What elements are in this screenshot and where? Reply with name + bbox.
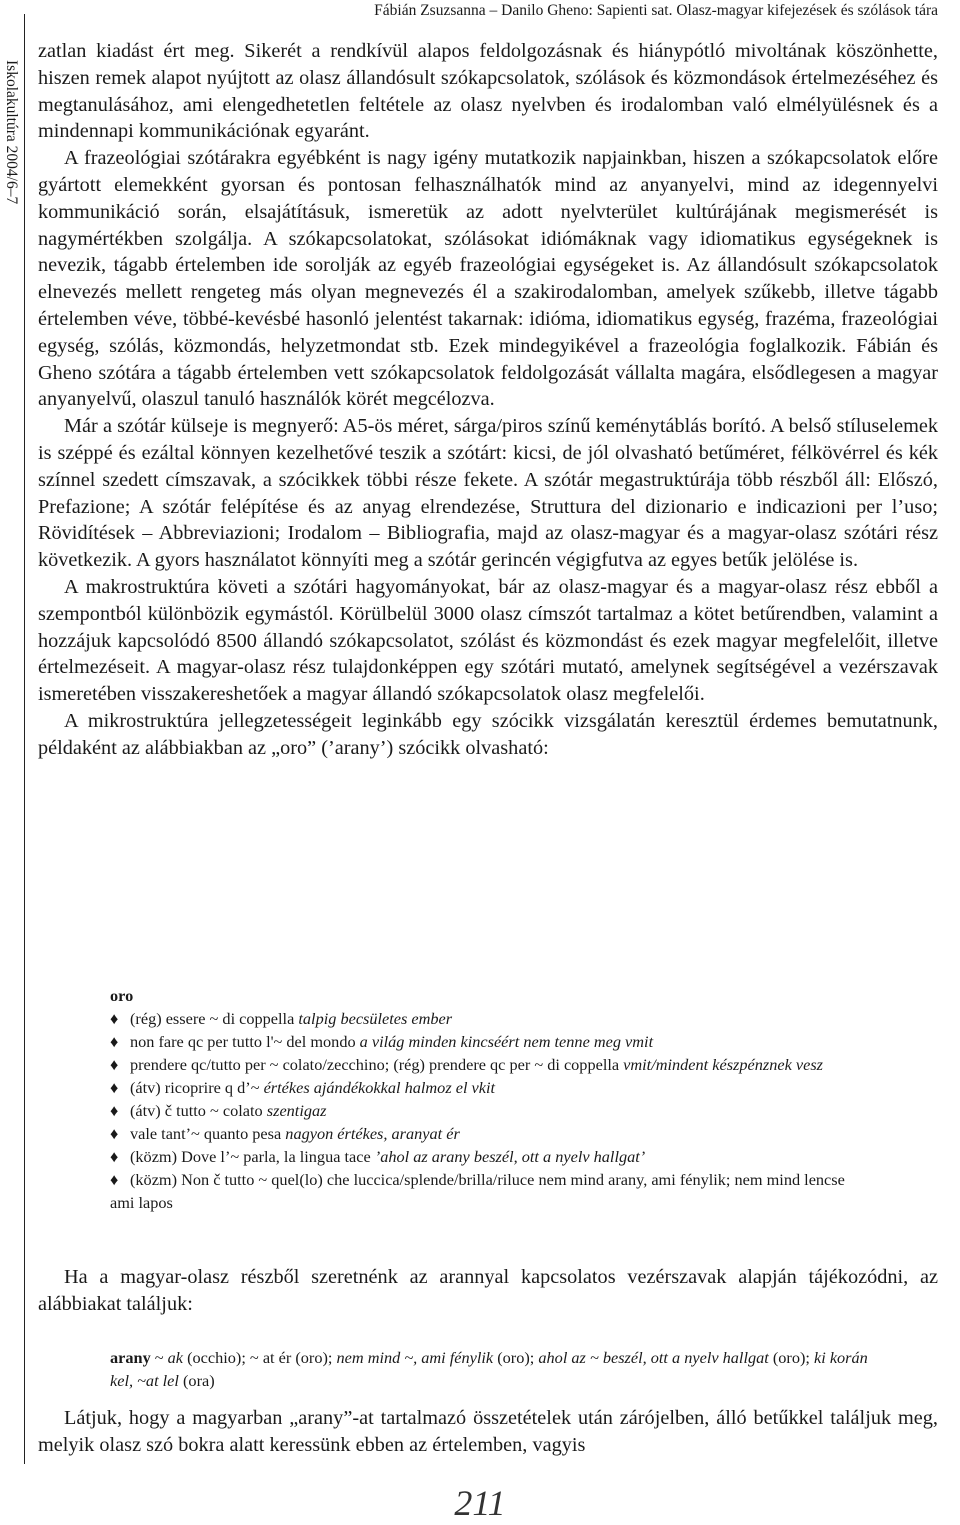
after-entry-text bbox=[38, 1264, 938, 1318]
arany-part: (ora) bbox=[178, 1371, 215, 1390]
entry-line-translation: nagyon értékes, aranyat ér bbox=[285, 1124, 460, 1143]
entry-line-translation: a világ minden kincséért nem tenne meg vmit bbox=[359, 1032, 654, 1051]
entry-line-text: (átv) ricoprire q d’~ bbox=[130, 1078, 264, 1097]
entry-lines bbox=[110, 1007, 870, 1214]
diamond-bullet-icon: ♦ bbox=[110, 1170, 119, 1189]
arany-part: ~ bbox=[150, 1348, 168, 1367]
diamond-bullet-icon: ♦ bbox=[110, 1101, 119, 1120]
entry-line-text: non fare qc per tutto l'~ del mondo bbox=[130, 1032, 360, 1051]
entry-line bbox=[110, 1099, 870, 1122]
diamond-bullet-icon: ♦ bbox=[110, 1147, 119, 1166]
side-label bbox=[2, 60, 22, 310]
arany-part: (oro); bbox=[493, 1348, 539, 1367]
entry-line-text: vale tant’~ quanto pesa bbox=[130, 1124, 286, 1143]
arany-italic: ahol az ~ beszél, ott a nyelv hallgat bbox=[538, 1348, 769, 1367]
arany-italic: ki korán kel, ~at lel bbox=[110, 1348, 868, 1390]
entry-line-translation: vmit/mindent készpénznek vesz bbox=[623, 1055, 824, 1074]
entry-line bbox=[110, 1053, 870, 1076]
entry-line-translation: értékes ajándékokkal halmoz el vkit bbox=[263, 1078, 496, 1097]
entry-line bbox=[110, 1122, 870, 1145]
dictionary-entry-arany bbox=[110, 1346, 880, 1392]
arany-part: (occhio); ~ at ér (oro); bbox=[183, 1348, 337, 1367]
running-title: Fábián Zsuzsanna – Danilo Gheno: Sapienti sat. Olasz-magyar kifejezések és szólások tára bbox=[374, 2, 938, 19]
diamond-bullet-icon: ♦ bbox=[110, 1055, 119, 1074]
arany-headword: arany bbox=[110, 1348, 151, 1367]
entry-line-translation: talpig becsületes ember bbox=[298, 1009, 453, 1028]
diamond-bullet-icon: ♦ bbox=[110, 1078, 119, 1097]
entry-line bbox=[110, 1007, 870, 1030]
side-rule bbox=[24, 14, 25, 1464]
final-text bbox=[38, 1405, 938, 1459]
dictionary-entry-oro bbox=[110, 984, 870, 1214]
arany-entry-text bbox=[110, 1346, 880, 1392]
entry-line-text: prendere qc/tutto per ~ colato/zecchino; (rég) prendere qc per ~ di coppella bbox=[130, 1055, 624, 1074]
entry-line bbox=[110, 1145, 870, 1168]
entry-line-translation: szentigaz bbox=[266, 1101, 327, 1120]
paragraph-3: Már a szótár külseje is megnyerő: A5-ös méret, sárga/piros színű keménytáblás borító. A belső stíluselemek is széppé és ezáltal könnyen kezelhetővé teszik a szótárt: kicsi, de jól olvasható betűméret, félkövérrel és kék színnel szedett címszavak, a szócikkek többi része fekete. A szótár megastruktúrája több részből áll: Előszó, Prefazione; A szótár felépítése és az anyag elrendezése, Struttura del dizionario e indicazioni per l’uso; Rövidítések – Abbreviazioni; Irodalom – Bibliografia, majd az olasz-magyar és a magyar-olasz szótári rész következik. A gyors használatot könnyíti meg a szótár gerincén végigfutva az egyes betűk jelölése is. bbox=[38, 415, 938, 572]
entry-line bbox=[110, 1076, 870, 1099]
paragraph-7: Látjuk, hogy a magyarban „arany”-at tartalmazó összetételek után zárójelben, álló betűkkel találjuk meg, melyik olasz szó bokra alatt keressünk ebben az értelemben, vagyis bbox=[38, 1407, 938, 1456]
entry-headword: oro bbox=[110, 986, 134, 1005]
journal-label: Iskolakultúra 2004/6–7 bbox=[3, 60, 20, 205]
entry-line-text: (közm) Dove l’~ parla, la lingua tace bbox=[130, 1147, 375, 1166]
entry-line-text: (közm) Non č tutto ~ quel(lo) che luccica/splende/brilla/riluce nem mind arany, ami fénylik; nem mind lencse ami lapos bbox=[110, 1170, 845, 1212]
entry-line-translation: ’ahol az arany beszél, ott a nyelv hallgat’ bbox=[374, 1147, 646, 1166]
entry-line-text: (rég) essere ~ di coppella bbox=[130, 1009, 299, 1028]
entry-line-text: (átv) č tutto ~ colato bbox=[130, 1101, 267, 1120]
page-number: 211 bbox=[454, 1483, 506, 1523]
arany-italic: nem mind ~, ami fénylik bbox=[336, 1348, 494, 1367]
paragraph-5: A mikrostruktúra jellegzetességeit leginkább egy szócikk vizsgálatán keresztül érdemes bemutatnunk, példaként az alábbiakban az „oro” (’arany’) szócikk olvasható: bbox=[38, 709, 938, 759]
diamond-bullet-icon: ♦ bbox=[110, 1032, 119, 1051]
main-text bbox=[38, 38, 938, 762]
diamond-bullet-icon: ♦ bbox=[110, 1009, 119, 1028]
arany-italic: ak bbox=[167, 1348, 184, 1367]
diamond-bullet-icon: ♦ bbox=[110, 1124, 119, 1143]
entry-line bbox=[110, 1030, 870, 1053]
entry-line bbox=[110, 1168, 870, 1214]
paragraph-4: A makrostruktúra követi a szótári hagyományokat, bár az olasz-magyar és a magyar-olasz rész ebből a szempontból különbözik egymástól. Körülbelül 3000 olasz címszót tartalmaz a kötet betűrendben, valamint a hozzájuk kapcsolódó 8500 állandó szókapcsolatot, szólást és közmondást és ezek magyar megfelelőit, illetve értelmezéseit. A magyar-olasz rész tulajdonképpen egy szótári mutató, amelynek segítségével a vezérszavak ismeretében visszakereshetőek a magyar állandó szókapcsolatok olasz megfelelői. bbox=[38, 575, 938, 706]
paragraph-6: Ha a magyar-olasz részből szeretnénk az arannyal kapcsolatos vezérszavak alapján tájékozódni, az alábbiakat találjuk: bbox=[38, 1266, 938, 1315]
paragraph-2: A frazeológiai szótárakra egyébként is nagy igény mutatkozik napjainkban, hiszen a szókapcsolatok előre gyártott elemekként gyorsan és pontosan felhasználhatók mind az anyanyelvi, mind az idegennyelvi kommunikáció során, elsajátításuk, ismeretük az adott nyelvterület kultúrájának megismerését is nagymértékben szolgálja. A szókapcsolatokat, szólásokat idiómáknak vagy idiomatikus egységeknek is nevezik, tágabb értelemben ide sorolják az egyéb frazeológiai egységeket is. Az állandósult szókapcsolatok elnevezés mellett rengeteg más olyan megnevezés él a szakirodalomban, amelyek szűkebb, illetve tágabb értelemben véve, többé-kevésbé hasonló jelentést takarnak: idióma, idiomatikus egység, frazéma, frazeológiai egység, szólás, közmondás, helyzetmondat stb. Ezek mindegyikével a frazeológia foglalkozik. Fábián és Gheno szótára a tágabb értelemben vett szókapcsolatok feldolgozását vállalta magára, elsődlegesen a magyar anyanyelvű, olaszul tanuló használók körét megcélozva. bbox=[38, 147, 938, 411]
arany-part: (oro); bbox=[768, 1348, 814, 1367]
paragraph-1: zatlan kiadást ért meg. Sikerét a rendkívül alapos feldolgozásnak és hiánypótló mivoltának köszönhette, hiszen remek alapot nyújtott az olasz állandósult szókapcsolatok, szólások és közmondások értelmezéséhez és megtanulásához, ami elengedhetetlen feltétele az olasz nyelvben és irodalomban való elmélyülésnek és a mindennapi kommunikációnak egyaránt. bbox=[38, 40, 938, 143]
